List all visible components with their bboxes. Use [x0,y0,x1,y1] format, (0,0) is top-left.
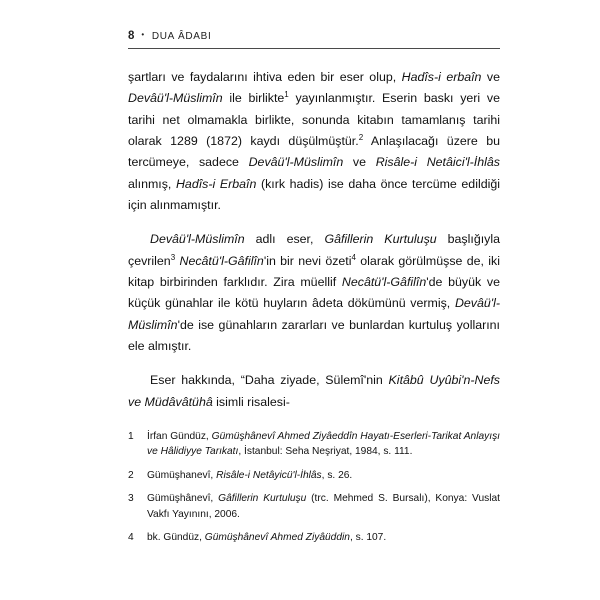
footnote-text [147,468,500,484]
italic-title: Necâtü'l-Gâfilîn [179,253,264,268]
text-run: 'in bir nevi özeti [263,253,352,268]
header-separator: • [141,30,145,39]
text-run: başlığıyla çevrilen [128,232,501,268]
footnote-number: 3 [128,493,134,505]
body-paragraph [128,229,500,357]
text-run: 'de büyük ve küçük günahlar ile kötü huyların âdeta dökümünü vermiş, [128,274,500,311]
text-run: isimli risalesi- [212,394,290,409]
text-run: adlı eser, [244,232,325,247]
footnote-marker: 3 [170,252,176,262]
italic-title: Devâü'l-Müslimîn [248,155,344,170]
italic-title: Gümüşhânevî Ahmed Ziyâeddîn Hayatı-Eserleri-Tarikat Anlayışı ve Hâlidiyye Tarıkatı [147,430,500,458]
body-paragraph [128,370,500,413]
body-text [128,67,500,413]
italic-title: Risâle-i Netâyicü'l-İhlâs [216,469,322,481]
italic-title: Gâfillerin Kurtuluşu [324,232,437,247]
italic-title: Risâle-i Netâici'l-İhlâs [375,155,500,170]
footnote-number: 2 [128,469,134,481]
footnote-text [147,429,500,460]
text-run: Gümüşhânevî, [147,493,219,505]
text-run: bk. Gündüz, [147,532,205,544]
italic-title: Kitâbû Uyûbi'n-Nefs ve Müdâvâtühâ [128,373,500,409]
footnote-item [128,468,500,484]
italic-title: Necâtü'l-Gâfilîn [341,274,427,289]
footnote-marker: 4 [351,252,356,262]
text-run: alınmış, [128,176,176,191]
text-run: , İstanbul: Seha Neşriyat, 1984, s. 111. [238,446,413,458]
text-run: , s. 26. [321,469,353,481]
text-run: şartları ve faydalarını ihtiva eden bir eser olup, [128,70,402,84]
text-run: 'de ise günahların zararları ve bunlardan kurtuluş yollarını ele almıştır. [128,317,500,353]
footnote-marker: 2 [358,132,364,142]
text-run: Gümüşhanevî, [147,469,217,481]
italic-title: Gâfillerin Kurtuluşu [218,493,307,505]
footnote-marker: 1 [284,90,289,100]
text-run: ve [343,155,376,170]
text-run: ve [481,70,500,84]
body-paragraph [128,67,500,216]
italic-title: Hadîs-i Erbaîn [175,176,257,191]
page-header [128,30,500,42]
text-run: olarak görülmüşse de, iki kitap birbirinden farklıdır. Zira müellif [128,253,500,289]
running-title: DUA ÂDABI [151,30,212,42]
text-run: ile birlikte [222,91,285,106]
footnote-text [147,491,500,522]
footnote-item [128,491,500,522]
page-number: 8 [128,30,135,42]
italic-title: Gümüşhânevî Ahmed Ziyâüddin [204,532,350,544]
header-divider [128,48,500,49]
italic-title: Hadîs-i erbaîn [401,70,482,84]
text-run: yayınlanmıştır. Eserin baskı yeri ve tarihi net olmamakla birlikte, sonunda kitabın tamamlanış tarihi olarak 1289 (1872) kaydı düşülmüştür. [128,91,500,148]
text-run: (trc. Mehmed S. Bursalı), Konya: Vuslat Vakfı Yayınını, 2006. [147,493,500,520]
text-run: , s. 107. [349,532,387,544]
italic-title: Devâü'l-Müslimîn [150,232,245,247]
text-run: İrfan Gündüz, [147,430,212,442]
italic-title: Devâü'l-Müslimîn [128,91,223,106]
footnote-number: 1 [128,430,134,442]
footnote-item [128,429,500,460]
text-run: (kırk hadis) ise daha önce tercüme edildiği için alınmamıştır. [128,176,500,212]
footnote-number: 4 [128,532,134,544]
footnote-item [128,530,500,546]
footnote-text [147,530,500,546]
italic-title: Devâü'l-Müslimîn [128,296,500,332]
text-run: Anlaşılacağı üzere bu tercümeye, sadece [128,133,501,170]
footnotes-section [128,429,500,546]
text-run: Eser hakkında, “Daha ziyade, Sülemî'nin [150,373,389,388]
